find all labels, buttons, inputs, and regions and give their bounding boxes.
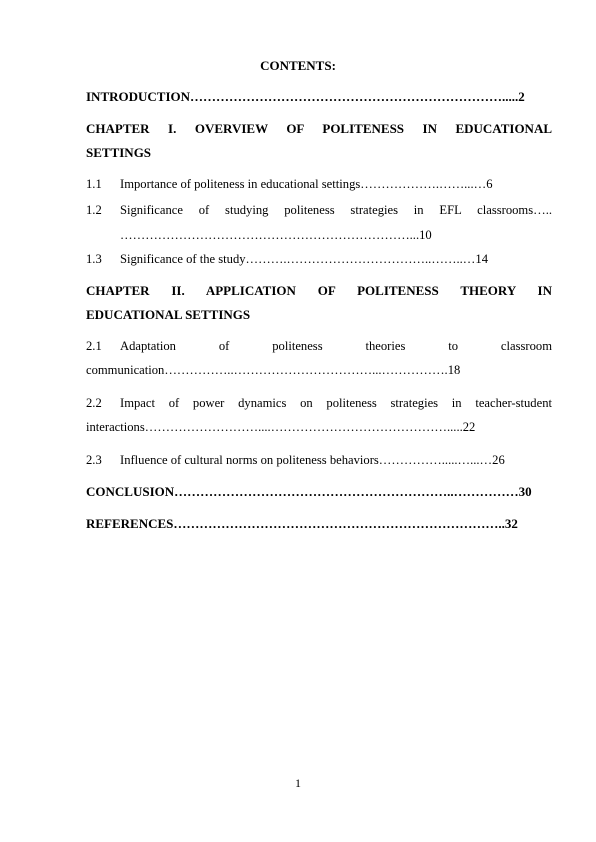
toc-item-1-2: Significance of studying politeness strategies in EFL classrooms….. [120,203,552,217]
toc-item-1-2-cont: ……………………………………………………………...10 [120,228,432,242]
toc-item-number: 1.3 [86,252,102,266]
toc-item-number: 2.1 [86,339,102,353]
toc-references: REFERENCES…………………………………………………………………..32 [86,516,518,531]
toc-item-number: 1.1 [86,177,102,191]
toc-chapter1-heading: CHAPTER I. OVERVIEW OF POLITENESS IN EDUCATIONAL [86,121,552,136]
toc-item-1-1: Importance of politeness in educational settings……………….……...…6 [120,177,493,191]
toc-item-number: 2.2 [86,396,102,410]
toc-chapter1-heading-cont: SETTINGS [86,145,152,160]
toc-item-number: 1.2 [86,203,102,217]
toc-introduction: INTRODUCTION……………………………………………………………….....2 [86,89,525,104]
toc-item-2-2-cont: interactions………………………....…………………………………….....22 [86,420,476,434]
toc-chapter2-heading: CHAPTER II. APPLICATION OF POLITENESS THEORY IN [86,283,552,298]
contents-title: CONTENTS: [260,58,336,73]
toc-item-number: 2.3 [86,453,102,467]
toc-conclusion: CONCLUSION………………………………………………………..……………30 [86,484,532,499]
toc-item-2-3: Influence of cultural norms on politeness behaviors…………….....…...…26 [120,453,505,467]
toc-item-2-1-cont: communication……………..……………………………...…………….18 [86,363,461,377]
toc-chapter2-heading-cont: EDUCATIONAL SETTINGS [86,307,251,322]
toc-item-2-2: Impact of power dynamics on politeness strategies in teacher-student [120,396,552,410]
toc-item-2-1: Adaptation of politeness theories to classroom [120,339,552,353]
page-number: 1 [295,776,301,790]
toc-item-1-3: Significance of the study……….……………………………..……..…14 [120,252,488,266]
